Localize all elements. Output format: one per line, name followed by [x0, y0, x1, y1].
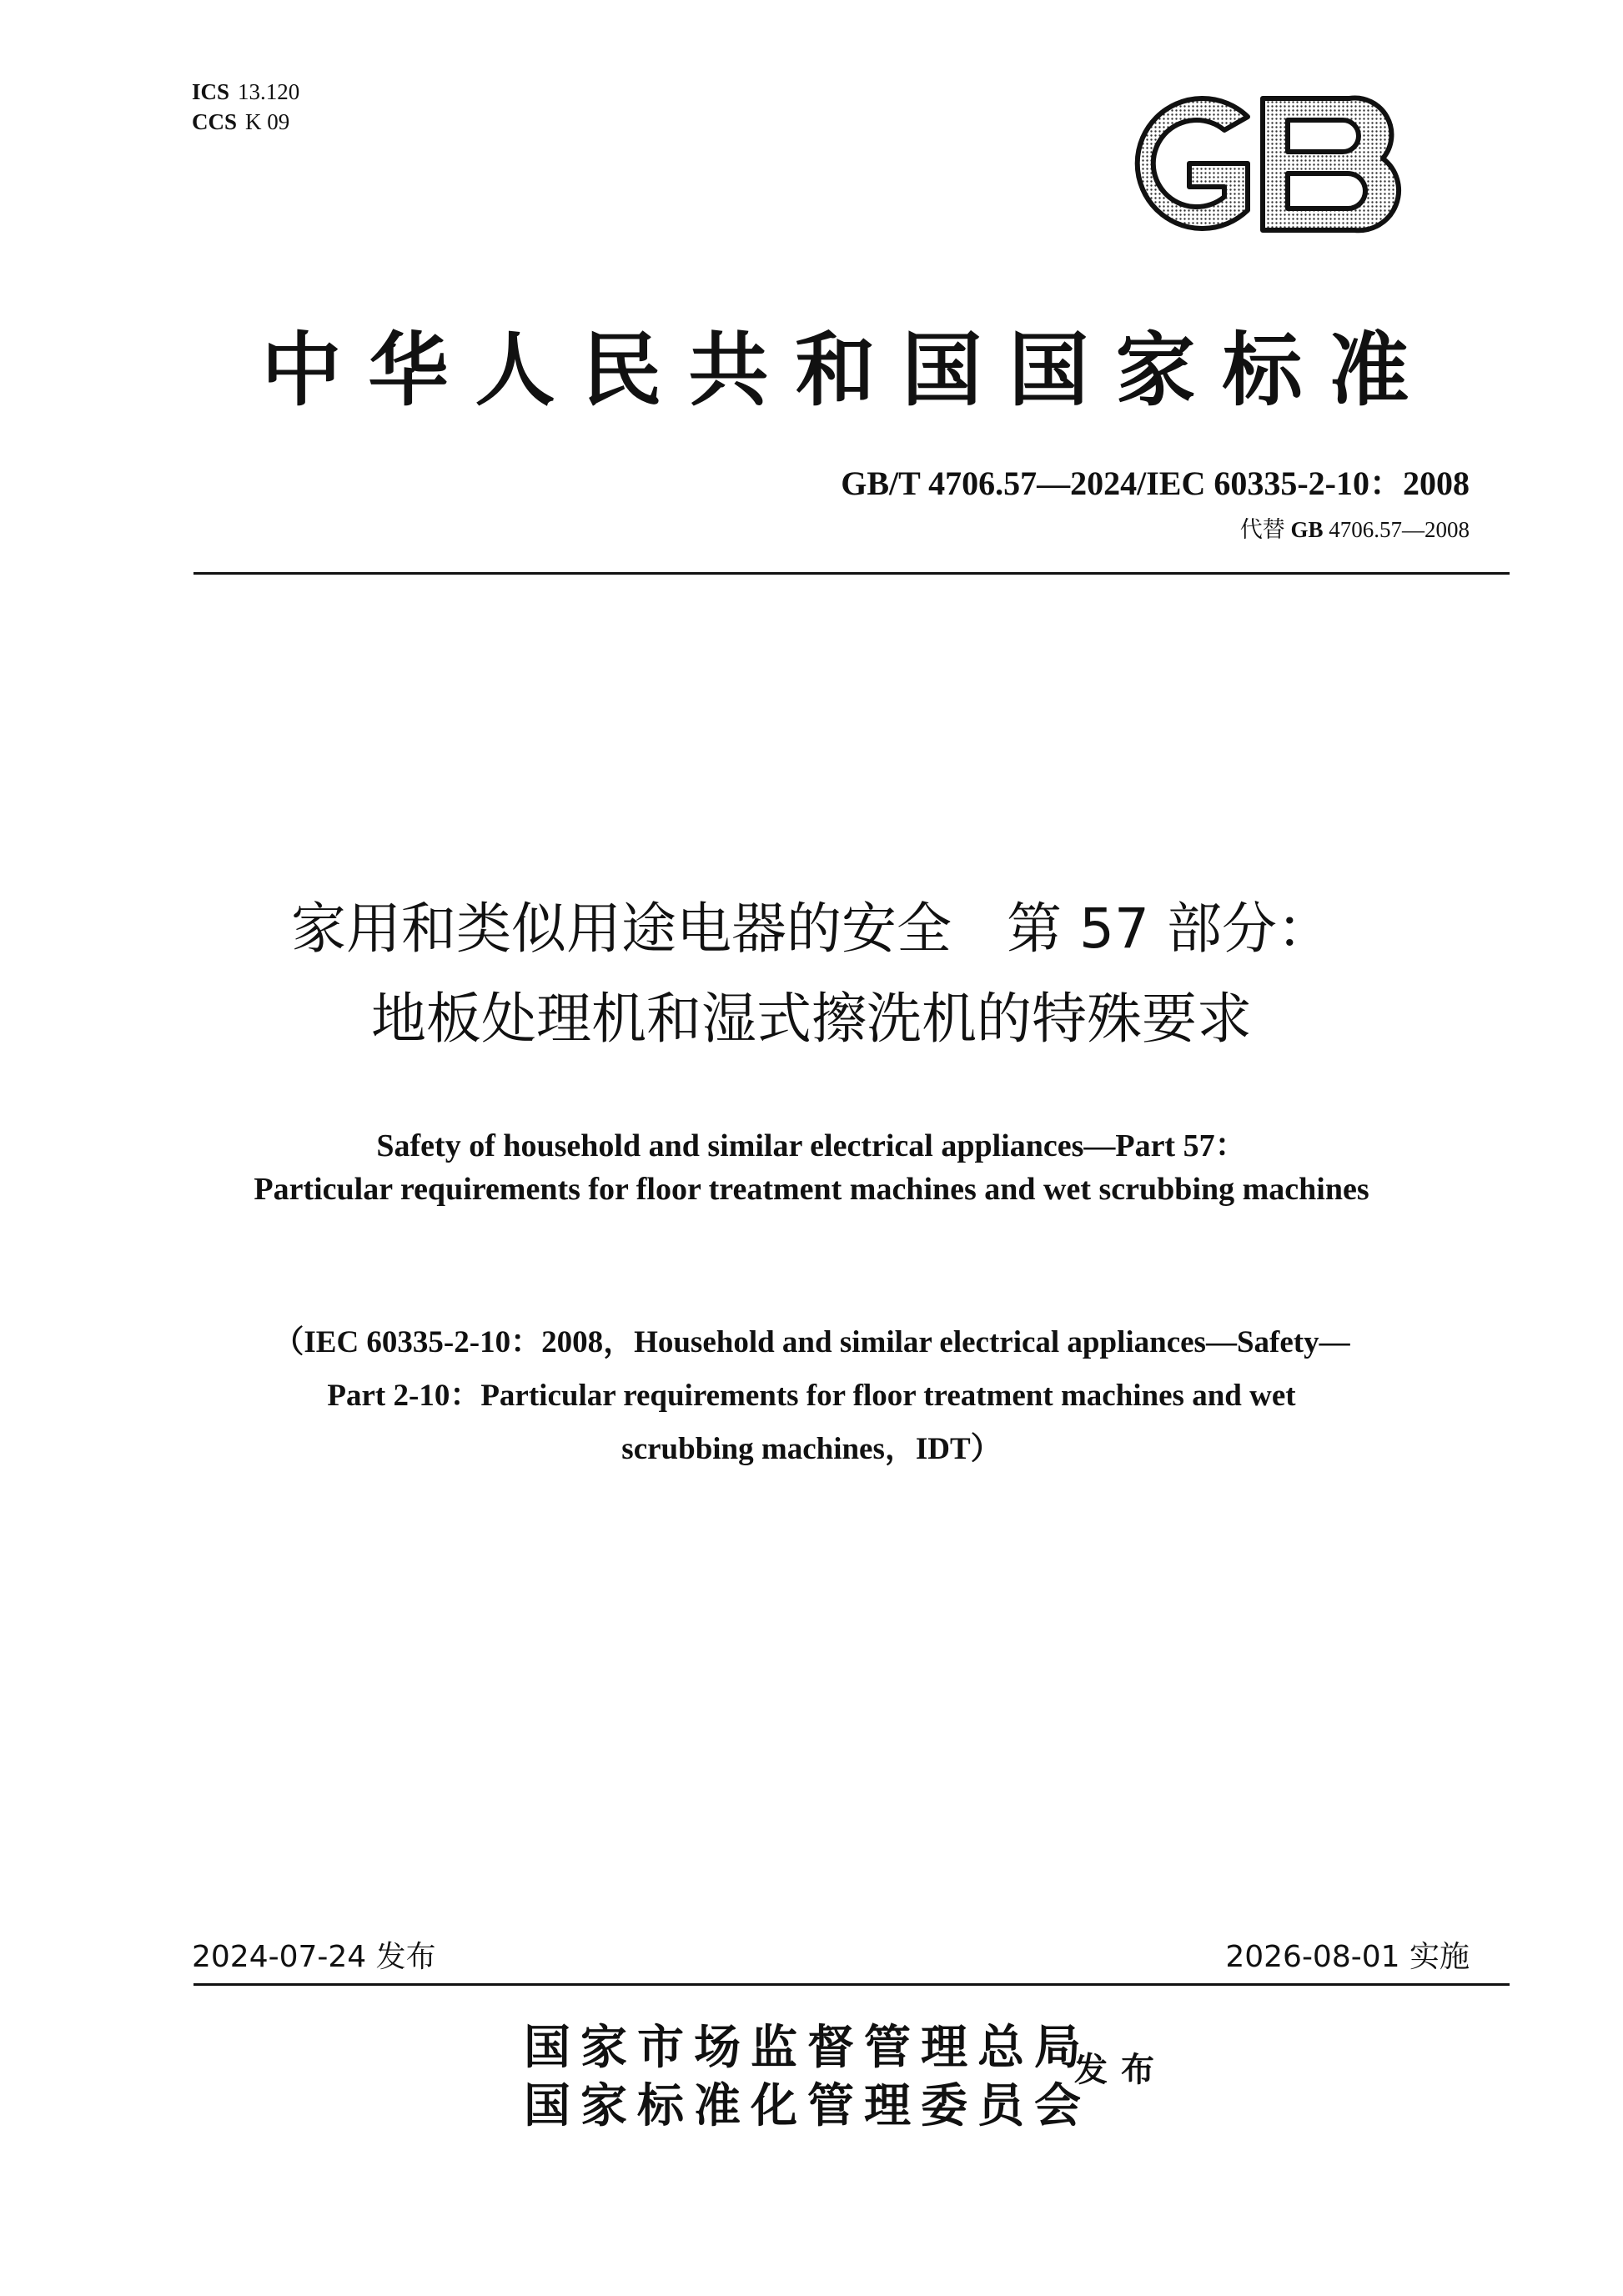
- issue-date: 2024-07-24 发布: [192, 1940, 436, 1974]
- issuer-block: [524, 2018, 1091, 2135]
- replaces-gb: GB: [1290, 517, 1324, 542]
- replaces-prefix: 代替: [1239, 517, 1285, 542]
- issue-action: 发布: [1074, 2050, 1168, 2089]
- ics-label: ICS: [192, 79, 230, 104]
- issuer-line-2: 国家标准化管理委员会: [524, 2078, 1091, 2133]
- bottom-divider: [193, 1983, 1510, 1986]
- classification-codes: [192, 77, 299, 137]
- implementation-date: 2026-08-01 实施: [1225, 1940, 1470, 1974]
- ccs-code: [192, 107, 299, 137]
- ccs-label: CCS: [192, 109, 238, 134]
- ics-code: [192, 77, 299, 107]
- gb-logo: [1099, 83, 1414, 244]
- adoption-line-1: （IEC 60335-2-10：2008，Household and similar electrical appliances—Safety—: [273, 1325, 1350, 1359]
- ccs-value: K 09: [245, 109, 290, 134]
- adoption-line-3: scrubbing machines，IDT）: [621, 1432, 1002, 1466]
- english-title-line-1: Safety of household and similar electrical appliances—Part 57：: [376, 1128, 1247, 1163]
- replaces-number: 4706.57—2008: [1329, 517, 1470, 542]
- top-divider: [193, 572, 1510, 575]
- ics-value: 13.120: [238, 79, 300, 104]
- chinese-title-line-1: 家用和类似用途电器的安全 第 57 部分：: [291, 897, 1332, 961]
- chinese-title-line-2: 地板处理机和湿式擦洗机的特殊要求: [371, 987, 1252, 1051]
- issuer-line-1: 国家市场监督管理总局: [524, 2020, 1091, 2075]
- replaces-standard: [1240, 511, 1470, 544]
- national-standard-title: 中华人民共和国国家标准: [261, 323, 1436, 417]
- english-title-line-2: Particular requirements for floor treatment machines and wet scrubbing machines: [254, 1172, 1369, 1207]
- standard-number: GB/T 4706.57—2024/IEC 60335-2-10：2008: [841, 465, 1470, 502]
- adoption-line-2: Part 2-10：Particular requirements for floor treatment machines and wet: [327, 1379, 1296, 1413]
